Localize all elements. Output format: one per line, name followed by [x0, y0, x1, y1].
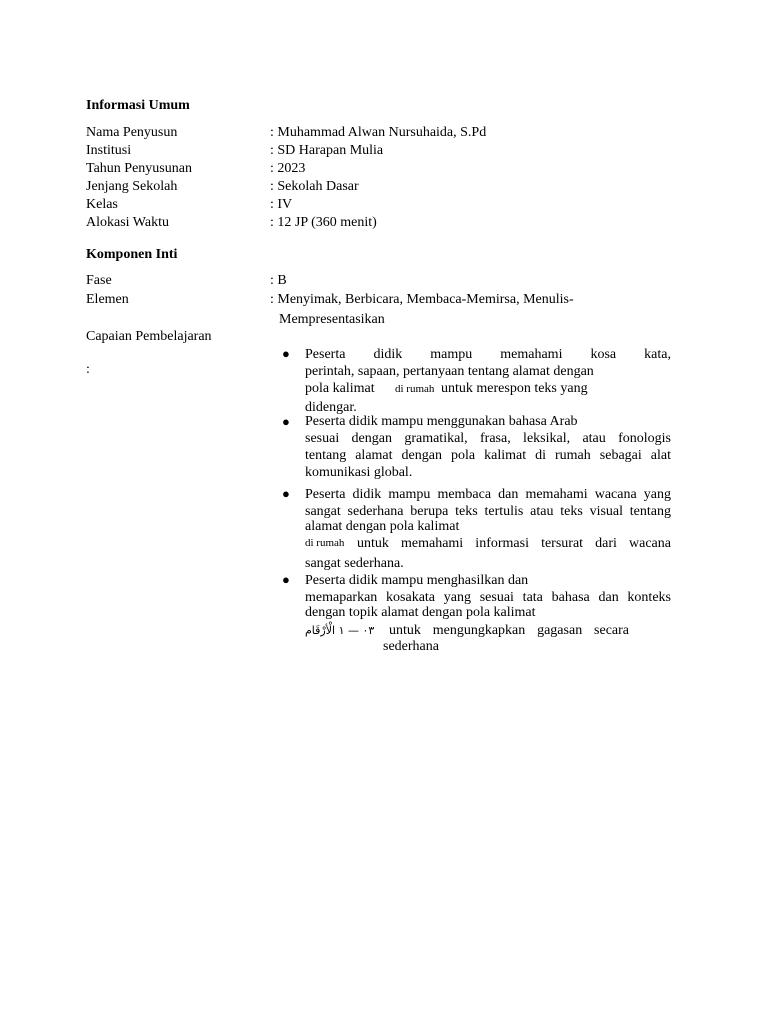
section-heading-informasi-umum: Informasi Umum	[86, 98, 190, 113]
bullet3-line2: sangat sederhana berupa teks tertulis atau teks visual tentang	[305, 504, 671, 519]
bullet1-line3-part3: untuk merespon teks yang	[441, 381, 588, 396]
bullet1-line3-part1: pola kalimat	[305, 381, 375, 396]
bullet2-line3: tentang alamat dengan pola kalimat di rumah sebagai alat	[305, 448, 671, 463]
bullet1-line3-part2: di rumah	[395, 383, 435, 395]
core-row-elemen	[86, 291, 686, 309]
section-heading-komponen-inti: Komponen Inti	[86, 247, 178, 262]
capaian-pembelajaran-label: Capaian Pembelajaran	[86, 329, 212, 344]
bullet4-line1: Peserta didik mampu menghasilkan dan	[305, 573, 529, 588]
bullet1-line4: didengar.	[305, 400, 357, 415]
info-row-jenjang-sekolah	[86, 178, 686, 196]
bullet2-line1: Peserta didik mampu menggunakan bahasa Arab	[305, 414, 578, 429]
bullet-dot-icon: ●	[282, 572, 290, 587]
bullet2-line4: komunikasi global.	[305, 465, 413, 480]
info-label: Institusi	[86, 143, 132, 158]
core-value: : B	[270, 273, 287, 288]
bullet1-line2: perintah, sapaan, pertanyaan tentang alamat dengan	[305, 364, 594, 379]
info-row-tahun-penyusunan	[86, 160, 686, 178]
info-label: Kelas	[86, 197, 118, 212]
info-value: : 12 JP (360 menit)	[270, 215, 377, 230]
info-value: : Sekolah Dasar	[270, 179, 359, 194]
core-label: Elemen	[86, 292, 129, 307]
core-label: Fase	[86, 273, 112, 288]
info-value: : IV	[270, 197, 293, 212]
elemen-value-continued: Mempresentasikan	[279, 312, 385, 327]
info-value: : SD Harapan Mulia	[270, 143, 384, 158]
capaian-pembelajaran-colon: :	[86, 362, 90, 377]
info-label: Alokasi Waktu	[86, 215, 169, 230]
bullet-dot-icon: ●	[282, 346, 290, 361]
bullet3-line4-part2: untuk memahami informasi tersurat dari wacana	[357, 536, 671, 551]
bullet3-line3: alamat dengan pola kalimat	[305, 519, 460, 534]
info-value: : 2023	[270, 161, 306, 176]
core-value: : Menyimak, Berbicara, Membaca-Memirsa, Menulis-	[270, 292, 574, 307]
bullet-dot-icon: ●	[282, 486, 290, 501]
info-value: : Muhammad Alwan Nursuhaida, S.Pd	[270, 125, 487, 140]
info-label: Nama Penyusun	[86, 125, 178, 140]
bullet3-line1: Peserta didik mampu membaca dan memahami wacana yang	[305, 487, 671, 502]
bullet3-line5: sangat sederhana.	[305, 556, 404, 571]
info-row-alokasi-waktu	[86, 214, 686, 232]
info-label: Jenjang Sekolah	[86, 179, 178, 194]
core-row-fase	[86, 272, 686, 290]
bullet-dot-icon: ●	[282, 414, 290, 429]
bullet4-line5: sederhana	[383, 639, 439, 654]
bullet4-line2: memaparkan kosakata yang sesuai tata bahasa dan konteks	[305, 590, 671, 605]
info-row-nama-penyusun	[86, 124, 686, 142]
bullet4-line4-part2: untuk mengungkapkan gagasan secara	[389, 623, 629, 638]
info-row-institusi	[86, 142, 686, 160]
bullet1-line1: Peserta didik mampu memahami kosa kata,	[305, 347, 671, 362]
info-label: Tahun Penyusunan	[86, 161, 192, 176]
bullet4-line4-arabic: ٠٣ — ١ الْأرْقَام	[305, 624, 375, 637]
info-row-kelas	[86, 196, 686, 214]
bullet3-line4-part1: di rumah	[305, 537, 345, 549]
bullet4-line3: dengan topik alamat dengan pola kalimat	[305, 605, 536, 620]
bullet2-line2: sesuai dengan gramatikal, frasa, leksikal, atau fonologis	[305, 431, 671, 446]
